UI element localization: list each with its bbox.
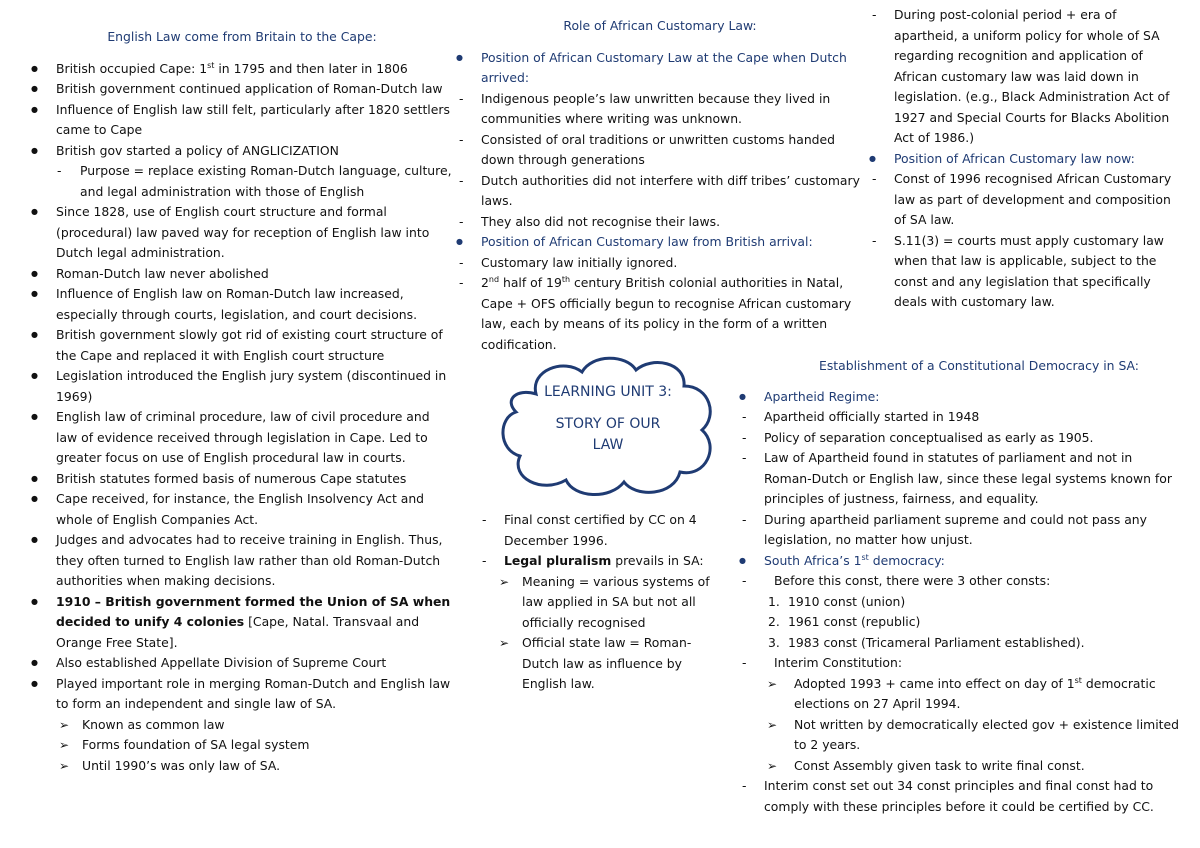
list-item: - Legal pluralism prevails in SA: — [478, 551, 728, 572]
column-middle-bottom — [478, 510, 728, 695]
list-item: ● 1910 – British government formed the Union of SA when decided to unify 4 colonies [Cape, Natal. Transvaal and Orange Free State]. — [30, 592, 454, 654]
list-sub-item: ➢ Forms foundation of SA legal system — [30, 735, 454, 756]
column-english-law — [30, 27, 454, 776]
cloud-title — [520, 382, 696, 456]
column-customary-law — [455, 16, 865, 355]
subheading-customary-now: ● Position of African Customary law now: — [868, 149, 1180, 170]
list-sub-item: ➢ Known as common law — [30, 715, 454, 736]
democracy-list — [738, 387, 1180, 818]
list-item: - Before this const, there were 3 other consts: — [738, 571, 1180, 592]
list-sub-item: ➢ Not written by democratically elected gov + existence limited to 2 years. — [738, 715, 1180, 756]
list-item: - Law of Apartheid found in statutes of parliament and not in Roman-Dutch or English law, since these legal systems known for principles of justness, fairness, and equality. — [738, 448, 1180, 510]
numbered-item: 1. 1910 const (union) — [768, 593, 906, 609]
subheading-apartheid: ● Apartheid Regime: — [738, 387, 1180, 408]
list-item: - Customary law initially ignored. — [455, 253, 865, 274]
list-item: - S.11(3) = courts must apply customary law when that law is applicable, subject to the const and any legislation that specifically deals with customary law. — [868, 231, 1180, 313]
column-right-top — [868, 5, 1180, 313]
english-law-list — [30, 59, 454, 777]
list-item: - During post-colonial period + era of apartheid, a uniform policy for whole of SA regarding recognition and application of African customary law was laid down in legislation. (e.g., Black Administration Act of 1927 and Special Courts for Blacks Abolition Act of 1986.) — [868, 5, 1180, 149]
list-item: - Interim const set out 34 const principles and final const had to comply with these principles before it could be certified by CC. — [738, 776, 1180, 817]
list-item: ● Legislation introduced the English jury system (discontinued in 1969) — [30, 366, 454, 407]
list-sub-item: ➢ Until 1990’s was only law of SA. — [30, 756, 454, 777]
list-item: ● Judges and advocates had to receive training in English. Thus, they often turned to English law rather than old Roman-Dutch authorities when making decisions. — [30, 530, 454, 592]
subheading-first-democracy: ● South Africa’s 1st democracy: — [738, 551, 1180, 572]
list-item: ● Since 1828, use of English court structure and formal (procedural) law paved way for reception of English law into Dutch legal administration. — [30, 202, 454, 264]
list-item: - Apartheid officially started in 1948 — [738, 407, 1180, 428]
column-constitutional-democracy — [738, 356, 1180, 817]
list-sub-item: - Purpose = replace existing Roman-Dutch language, culture, and legal administration with those of English — [30, 161, 454, 202]
numbered-item: 3. 1983 const (Tricameral Parliament established). — [768, 634, 1085, 650]
list-item: - Const of 1996 recognised African Customary law as part of development and composition of SA law. — [868, 169, 1180, 231]
list-item: - Consisted of oral traditions or unwritten customs handed down through generations — [455, 130, 865, 171]
list-item: - Final const certified by CC on 4 December 1996. — [478, 510, 728, 551]
list-item: ● Played important role in merging Roman-Dutch and English law to form an independent and single law of SA. — [30, 674, 454, 715]
heading-constitutional-democracy: Establishment of a Constitutional Democracy in SA: — [819, 358, 1139, 373]
list-item: ● British statutes formed basis of numerous Cape statutes — [30, 469, 454, 490]
subheading-british-arrival: ● Position of African Customary law from British arrival: — [455, 232, 865, 253]
subheading-dutch-arrival: ● Position of African Customary Law at the Cape when Dutch arrived: — [455, 48, 865, 89]
list-item: ● British gov started a policy of ANGLICIZATION — [30, 141, 454, 162]
list-item: - They also did not recognise their laws. — [455, 212, 865, 233]
list-item: - Dutch authorities did not interfere with diff tribes’ customary laws. — [455, 171, 865, 212]
list-item: - During apartheid parliament supreme and could not pass any legislation, no matter how unjust. — [738, 510, 1180, 551]
list-item: ● British occupied Cape: 1st in 1795 and then later in 1806 — [30, 59, 454, 80]
list-sub-item: ➢ Meaning = various systems of law applied in SA but not all officially recognised — [478, 572, 728, 634]
list-item: ● Influence of English law still felt, particularly after 1820 settlers came to Cape — [30, 100, 454, 141]
list-item: - 2nd half of 19th century British colonial authorities in Natal, Cape + OFS officially begun to recognise African customary law, each by means of its policy in the form of a written codification. — [455, 273, 865, 355]
list-item: ● Roman-Dutch law never abolished — [30, 264, 454, 285]
list-item: ● English law of criminal procedure, law of civil procedure and law of evidence received through legislation in Cape. Led to greater focus on use of English procedural law in courts. — [30, 407, 454, 469]
list-item: ● Also established Appellate Division of Supreme Court — [30, 653, 454, 674]
learning-unit-label: LEARNING UNIT 3: — [544, 384, 672, 400]
list-item: - Policy of separation conceptualised as early as 1905. — [738, 428, 1180, 449]
heading-customary-law: Role of African Customary Law: — [563, 18, 757, 33]
numbered-item: 2. 1961 const (republic) — [768, 614, 921, 629]
pluralism-list — [478, 510, 728, 695]
list-item: ● Cape received, for instance, the English Insolvency Act and whole of English Companies Act. — [30, 489, 454, 530]
list-sub-item: ➢ Const Assembly given task to write final const. — [738, 756, 1180, 777]
customary-law-list — [455, 48, 865, 356]
story-of-our-law-label: STORY OF OUR LAW — [555, 416, 661, 453]
heading-english-law: English Law come from Britain to the Cape: — [107, 29, 377, 44]
list-item: ● British government slowly got rid of existing court structure of the Cape and replaced it with English court structure — [30, 325, 454, 366]
list-sub-item: ➢ Adopted 1993 + came into effect on day of 1st democratic elections on 27 April 1994. — [738, 674, 1180, 715]
list-item: ● British government continued application of Roman-Dutch law — [30, 79, 454, 100]
list-item: - Indigenous people’s law unwritten because they lived in communities where writing was unknown. — [455, 89, 865, 130]
list-item: ● Influence of English law on Roman-Dutch law increased, especially through courts, legislation, and court decisions. — [30, 284, 454, 325]
list-item: - Interim Constitution: — [738, 653, 1180, 674]
customary-now-list — [868, 5, 1180, 313]
list-sub-item: ➢ Official state law = Roman-Dutch law as influence by English law. — [478, 633, 728, 695]
